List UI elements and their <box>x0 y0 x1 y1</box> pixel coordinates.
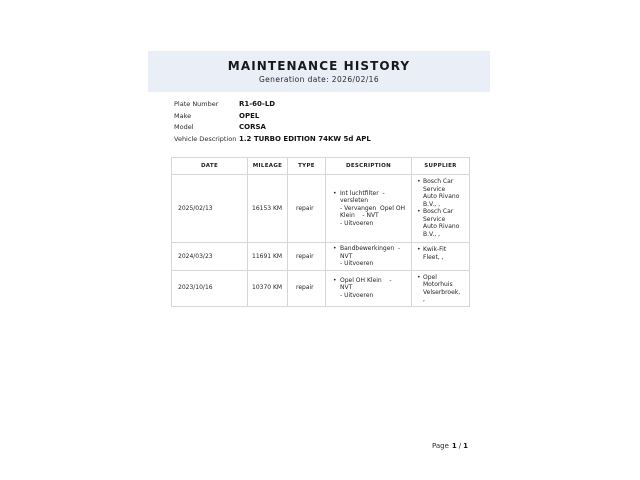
bullet-icon: • <box>417 208 421 215</box>
maintenance-history-table <box>171 157 470 307</box>
column-header-type: TYPE <box>288 158 326 175</box>
cell-supplier <box>412 270 470 306</box>
bullet-icon: • <box>417 273 421 281</box>
page-footer-label: Page <box>431 442 449 450</box>
vehicle-field-label: Model <box>174 123 194 131</box>
cell-date: 2024/03/23 <box>172 243 248 271</box>
cell-type: repair <box>288 270 326 306</box>
bullet-text: Bosch Car Service Auto Rivano B.V., , <box>423 208 460 238</box>
cell-description <box>326 175 412 243</box>
cell-type: repair <box>288 175 326 243</box>
bullet-item <box>331 277 409 300</box>
cell-supplier <box>412 175 470 243</box>
vehicle-field-description <box>174 135 371 147</box>
column-header-mileage: MILEAGE <box>248 158 288 175</box>
vehicle-field-plate <box>174 100 371 112</box>
cell-date: 2023/10/16 <box>172 270 248 306</box>
page-number: 1 <box>451 442 457 450</box>
report-header-band <box>148 51 490 92</box>
bullet-text: Opel Motorhuis Velserbroek, , <box>423 273 461 303</box>
vehicle-field-label: Plate Number <box>174 100 219 108</box>
page-footer <box>148 442 468 450</box>
generation-date: Generation date: 2026/02/16 <box>258 75 380 84</box>
table-header-row <box>172 158 470 175</box>
cell-type: repair <box>288 243 326 271</box>
cell-description <box>326 243 412 271</box>
column-header-description: DESCRIPTION <box>326 158 412 175</box>
cell-supplier <box>412 243 470 271</box>
vehicle-field-label: Vehicle Description <box>174 134 237 143</box>
bullet-item <box>415 178 467 208</box>
table-row <box>172 270 470 306</box>
cell-mileage: 16153 KM <box>248 175 288 243</box>
table-row <box>172 175 470 243</box>
bullet-icon: • <box>333 276 337 284</box>
bullet-icon: • <box>417 246 421 253</box>
bullet-text: Bandbewerkingen - NVT - Uitvoeren <box>340 245 401 267</box>
bullet-item <box>415 246 467 261</box>
report-title: MAINTENANCE HISTORY <box>227 59 411 73</box>
bullet-icon: • <box>333 189 337 197</box>
vehicle-field-value: R1-60-LD <box>239 100 276 108</box>
bullet-text: Opel OH Klein - NVT - Uitvoeren <box>340 276 392 299</box>
vehicle-field-value: OPEL <box>239 111 260 120</box>
vehicle-field-model <box>174 123 371 135</box>
bullet-icon: • <box>333 245 337 252</box>
table-row <box>172 243 470 271</box>
cell-mileage: 10370 KM <box>248 270 288 306</box>
bullet-item <box>415 274 467 304</box>
cell-date: 2025/02/13 <box>172 175 248 243</box>
bullet-text: Bosch Car Service Auto Rivano B.V., , <box>423 178 460 208</box>
column-header-date: DATE <box>172 158 248 175</box>
column-header-supplier: SUPPLIER <box>412 158 470 175</box>
cell-description <box>326 270 412 306</box>
bullet-item <box>331 190 409 228</box>
page-separator: / <box>458 442 462 450</box>
vehicle-info <box>174 100 371 146</box>
bullet-item <box>415 208 467 238</box>
bullet-text: Kwik-Fit Fleet, , <box>423 246 447 261</box>
vehicle-field-value: CORSA <box>239 123 266 131</box>
bullet-icon: • <box>417 178 421 185</box>
vehicle-field-make <box>174 112 371 124</box>
vehicle-field-label: Make <box>174 111 192 120</box>
cell-mileage: 11691 KM <box>248 243 288 271</box>
bullet-text: Int luchtfilter - versleten - Vervangen Opel OH Klein - NVT - Uitvoeren <box>340 189 406 227</box>
vehicle-field-value: 1.2 TURBO EDITION 74KW 5d APL <box>239 134 371 143</box>
total-pages: 1 <box>463 442 468 450</box>
bullet-item <box>331 245 409 268</box>
